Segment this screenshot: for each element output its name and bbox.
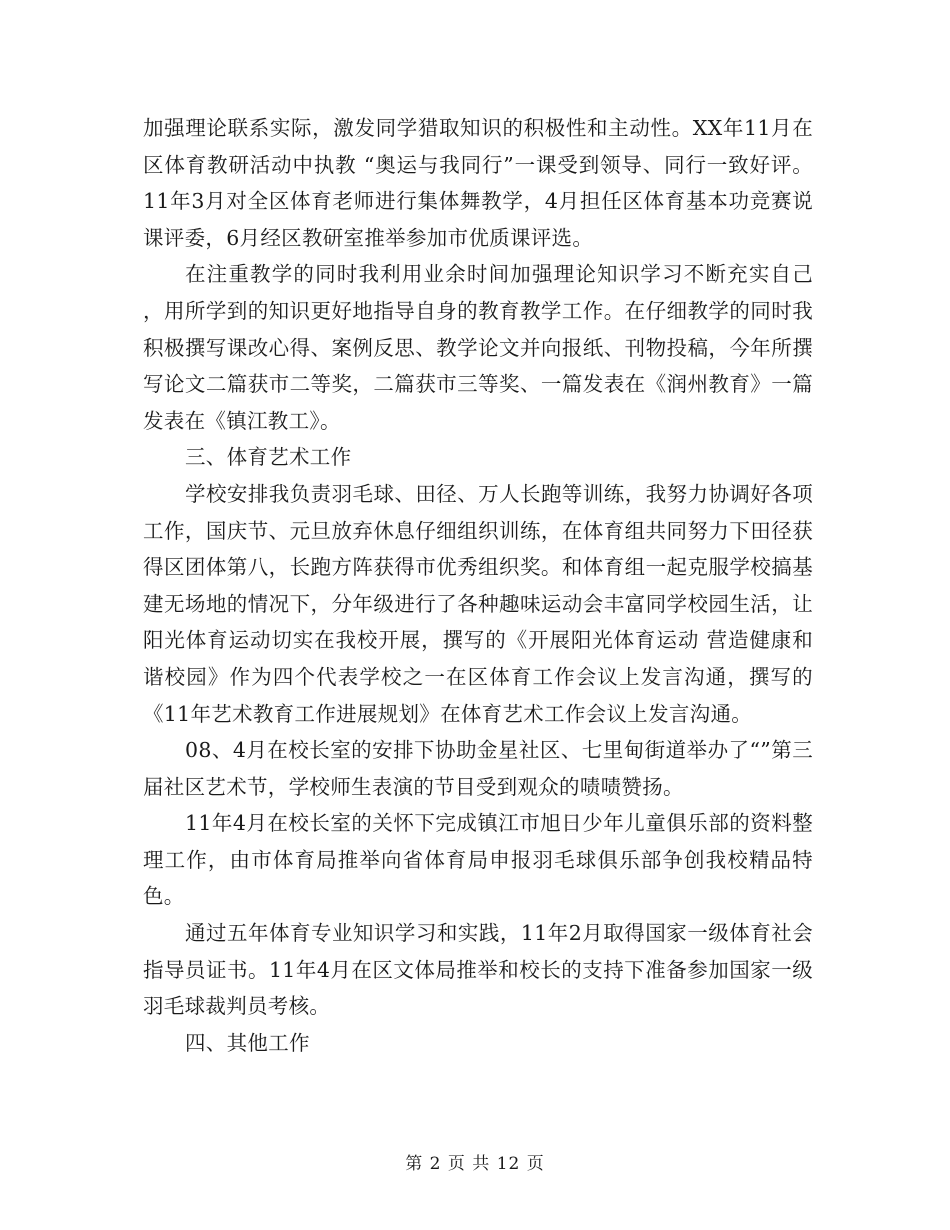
paragraph-7: 通过五年体育专业知识学习和实践，11年2月取得国家一级体育社会指导员证书。11年4月在区文体局推举和校长的支持下准备参加国家一级羽毛球裁判员考核。 [143, 921, 813, 1019]
paragraph-1: 加强理论联系实际，激发同学猎取知识的积极性和主动性。XX年11月在区体育教研活动中执教 “奥运与我同行”一课受到领导、同行一致好评。11年3月对全区体育老师进行集体舞教学，4月担任区体育基本功竞赛说课评委，6月经区教研室推举参加市优质课评选。 [143, 116, 813, 250]
section-heading-3: 三、体育艺术工作 [185, 445, 352, 470]
paragraph-5: 08、4月在校长室的安排下协助金星社区、七里甸街道举办了“”第三届社区艺术节，学校师生表演的节目受到观众的啧啧赞扬。 [143, 738, 813, 799]
section-heading-4: 四、其他工作 [185, 1030, 310, 1055]
paragraph-4: 学校安排我负责羽毛球、田径、万人长跑等训练，我努力协调好各项工作，国庆节、元旦放弃休息仔细组织训练，在体育组共同努力下田径获得区团体第八，长跑方阵获得市优秀组织奖。和体育组一起克服学校搞基建无场地的情况下，分年级进行了各种趣味运动会丰富同学校园生活，让阳光体育运动切实在我校开展，撰写的《开展阳光体育运动 营造健康和谐校园》作为四个代表学校之一在区体育工作会议上发言沟通，撰写的《11年艺术教育工作进展规划》在体育艺术工作会议上发言沟通。 [143, 481, 813, 726]
paragraph-2: 在注重教学的同时我利用业余时间加强理论知识学习不断充实自己 ，用所学到的知识更好地指导自身的教育教学工作。在仔细教学的同时我积极撰写课改心得、案例反思、教学论文并向报纸、刊物投稿，今年所撰写论文二篇获市二等奖，二篇获市三等奖、一篇发表在《润州教育》一篇发表在《镇江教工》。 [143, 262, 813, 433]
page-number-footer: 第 2 页 共 12 页 [405, 1154, 545, 1174]
document-body [143, 110, 813, 1061]
paragraph-6: 11年4月在校长室的关怀下完成镇江市旭日少年儿童俱乐部的资料整理工作，由市体育局推举向省体育局申报羽毛球俱乐部争创我校精品特色。 [143, 811, 813, 909]
